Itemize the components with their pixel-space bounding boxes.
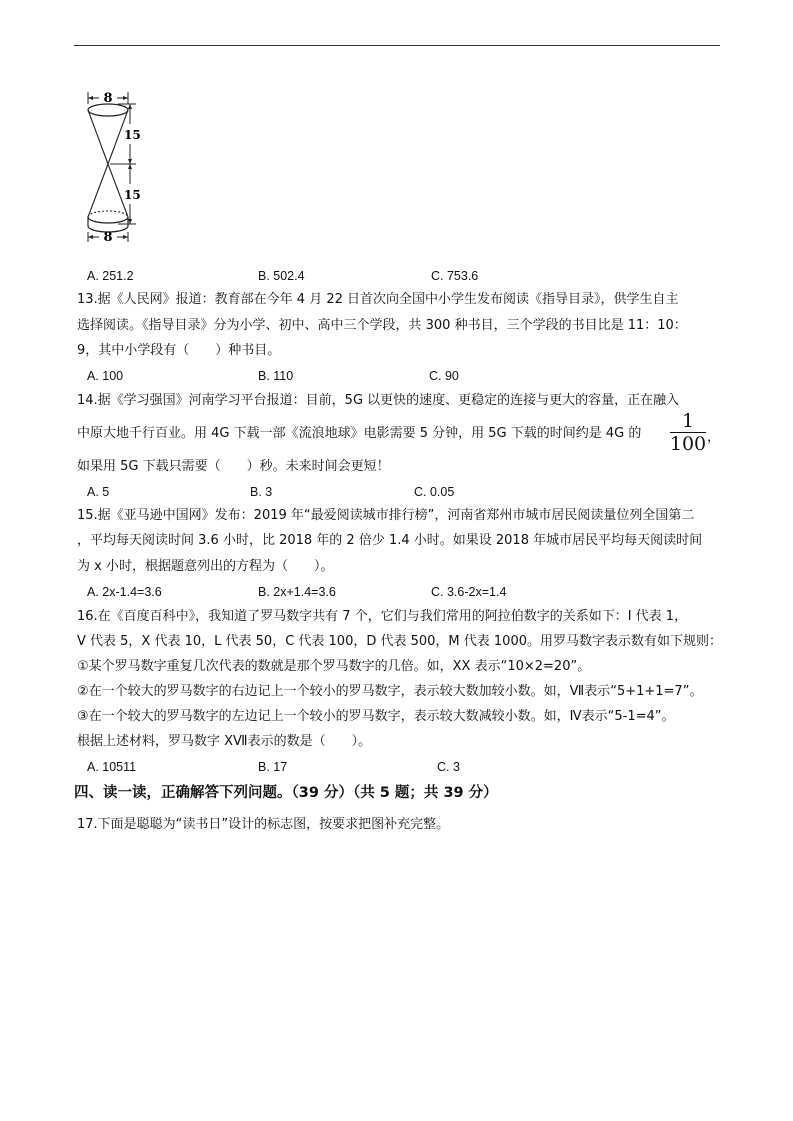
header-rule xyxy=(74,45,720,46)
q14-text-line-1: 14.据《学习强国》河南学习平台报道：目前，5G 以更快的速度、更稳定的连接与更大的容量，正在融入 xyxy=(77,393,680,408)
dim-top-label: 8 xyxy=(103,91,113,106)
q13-text-line-3: 9，其中小学段有（ ）种书目。 xyxy=(77,343,281,358)
q12-option-b: B. 502.4 xyxy=(258,269,305,283)
q15-text-line-1: 15.据《亚马逊中国网》发布：2019 年“最爱阅读城市排行榜”，河南省郑州市城市居民阅读量位列全国第二 xyxy=(77,508,695,523)
q14-text-line-2: 中原大地千行百业。用 4G 下载一部《流浪地球》电影需要 5 分钟，用 5G 下载的时间约是 4G 的 xyxy=(77,426,642,441)
dim-bottom-label: 8 xyxy=(103,230,113,244)
q13-option-a: A. 100 xyxy=(87,369,124,383)
q14-text-line-3: 如果用 5G 下载只需要（ ）秒。未来时间会更短！ xyxy=(77,459,390,474)
q16-rule-1: ①某个罗马数字重复几次代表的数就是那个罗马数字的几倍。如，XX 表示“10×2=20”。 xyxy=(77,659,591,674)
q16-option-c: C. 3 xyxy=(437,760,460,774)
q12-option-a: A. 251.2 xyxy=(87,269,134,283)
q13-text-line-1: 13.据《人民网》报道：教育部在今年 4 月 22 日首次向全国中小学生发布阅读《指导目录》，供学生自主 xyxy=(77,292,679,307)
q16-option-a: A. 10511 xyxy=(87,760,137,774)
height-lower-label: 15 xyxy=(124,188,141,202)
q15-text-line-2: ，平均每天阅读时间 3.6 小时，比 2018 年的 2 倍少 1.4 小时。如果设 2018 年城市居民平均每天阅读时间 xyxy=(77,533,703,548)
q16-rule-2: ②在一个较大的罗马数字的右边记上一个较小的罗马数字，表示较大数加较小数。如，Ⅶ表示“5+1+1=7”。 xyxy=(77,684,703,699)
fraction-denominator: 100 xyxy=(669,433,707,455)
fraction-numerator: 1 xyxy=(681,410,695,432)
q14-option-b: B. 3 xyxy=(250,485,273,499)
q12-option-c: C. 753.6 xyxy=(431,269,479,283)
height-upper-label: 15 xyxy=(124,128,141,142)
q16-rule-3: ③在一个较大的罗马数字的左边记上一个较小的罗马数字，表示较大数减较小数。如，Ⅳ表示“5-1=4”。 xyxy=(77,709,675,724)
q14-fraction-comma: ， xyxy=(707,430,721,445)
double-cone-figure xyxy=(84,88,146,244)
q13-option-c: C. 90 xyxy=(429,369,459,383)
q15-option-b: B. 2x+1.4=3.6 xyxy=(258,585,336,599)
q15-text-line-3: 为 x 小时，根据题意列出的方程为（ ）。 xyxy=(77,559,334,574)
q16-question: 根据上述材料，罗马数字 XⅦ表示的数是（ ）。 xyxy=(77,734,372,749)
q14-option-a: A. 5 xyxy=(87,485,110,499)
q15-option-a: A. 2x-1.4=3.6 xyxy=(87,585,162,599)
section-4-heading: 四、读一读，正确解答下列问题。（39 分）（共 5 题；共 39 分） xyxy=(74,785,498,801)
q14-option-c: C. 0.05 xyxy=(414,485,455,499)
q17-text-line-1: 17.下面是聪聪为“读书日”设计的标志图，按要求把图补充完整。 xyxy=(77,817,450,832)
q16-text-line-1: 16.在《百度百科中》，我知道了罗马数字共有 7 个，它们与我们常用的阿拉伯数字的关系如下：I 代表 1， xyxy=(77,609,688,624)
q16-text-line-2: V 代表 5，X 代表 10，L 代表 50，C 代表 100，D 代表 500，M 代表 1000。用罗马数字表示数有如下规则： xyxy=(77,634,722,649)
q15-option-c: C. 3.6-2x=1.4 xyxy=(431,585,507,599)
q13-text-line-2: 选择阅读。《指导目录》分为小学、初中、高中三个学段，共 300 种书目，三个学段的书目比是 11：10： xyxy=(77,318,687,333)
q13-option-b: B. 110 xyxy=(258,369,294,383)
q16-option-b: B. 17 xyxy=(258,760,288,774)
fraction-one-hundredth xyxy=(668,411,708,454)
